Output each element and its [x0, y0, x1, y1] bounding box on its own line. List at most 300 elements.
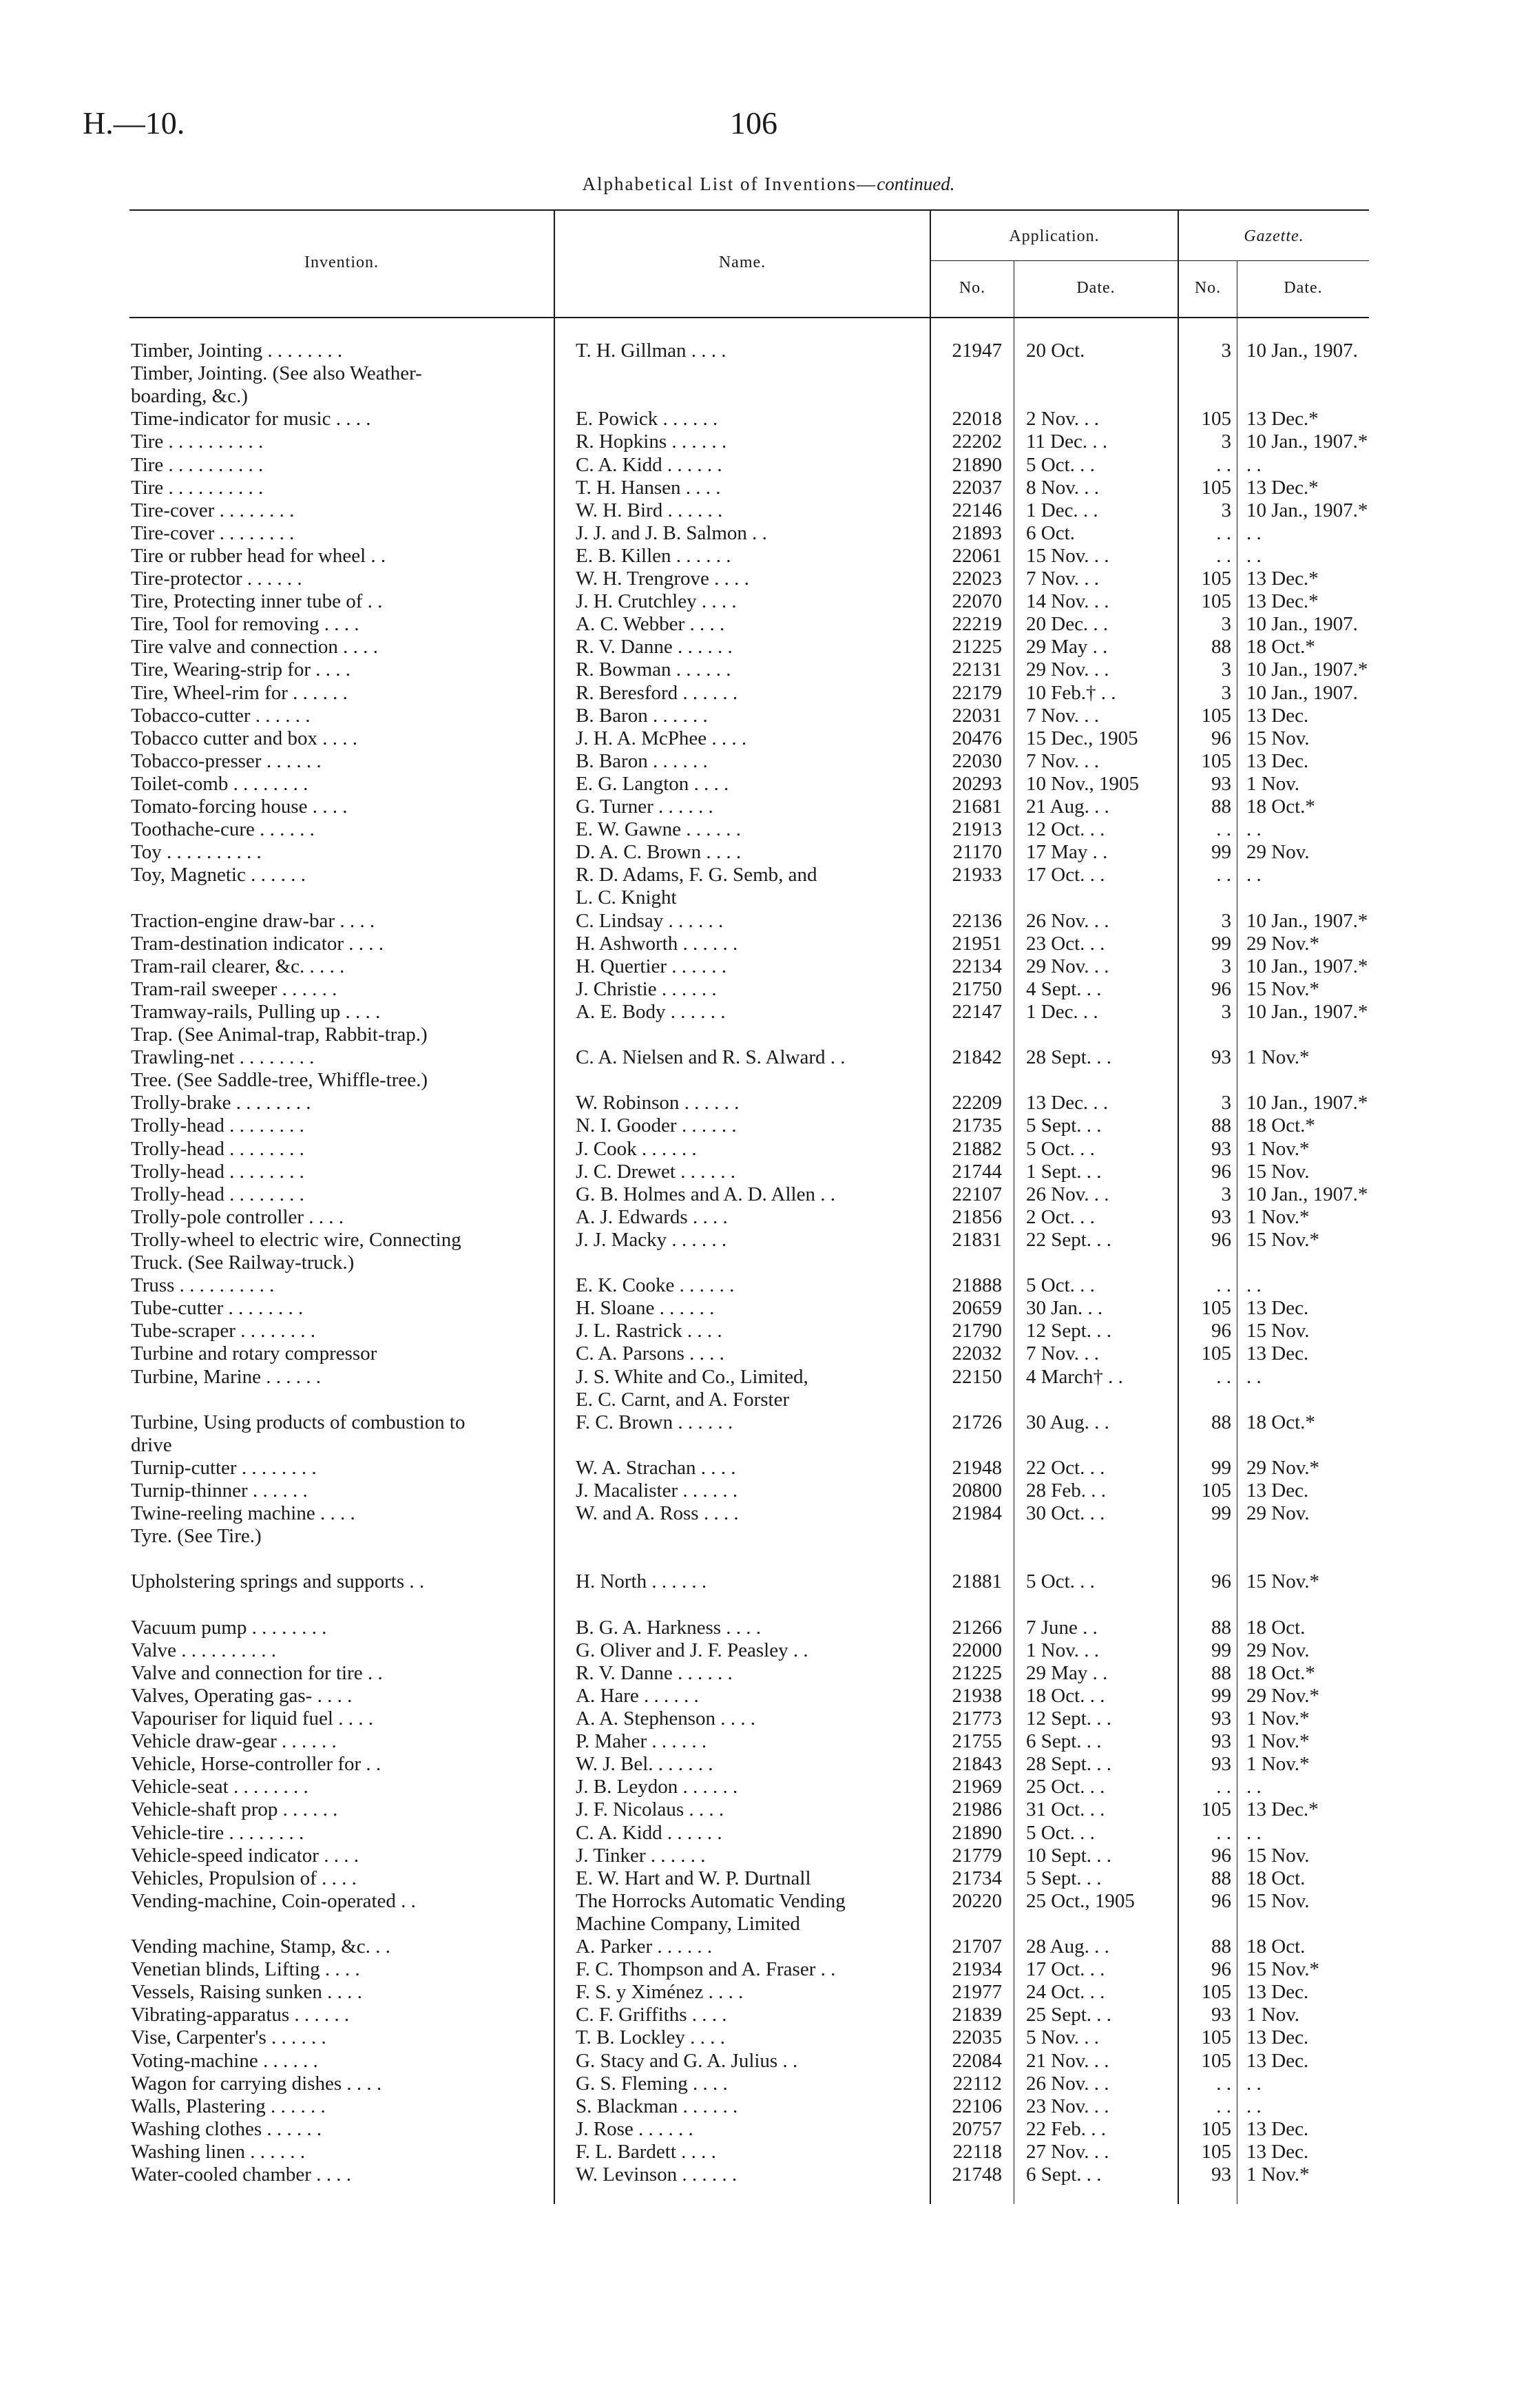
- gazette-no-cell: 88: [1211, 1867, 1231, 1889]
- gazette-no-cell: 96: [1211, 1320, 1231, 1342]
- table-row: [0, 613, 1537, 636]
- app-no-cell: 21986: [952, 1798, 1002, 1821]
- app-no-cell: 21977: [952, 1981, 1002, 2004]
- gazette-no-cell: . .: [1216, 2095, 1231, 2117]
- gazette-no-cell: 96: [1211, 1570, 1231, 1593]
- name-cell: J. H. A. McPhee . . . .: [576, 727, 747, 749]
- gazette-no-cell: 3: [1221, 613, 1231, 636]
- name-cell: T. B. Lockley . . . .: [576, 2026, 725, 2049]
- gazette-no-cell: . .: [1216, 1274, 1231, 1297]
- app-date-cell: 5 Sept. . .: [1026, 1114, 1102, 1137]
- table-row: [0, 886, 1537, 909]
- table-row: [0, 1890, 1537, 1913]
- name-cell: G. Oliver and J. F. Peasley . .: [576, 1639, 808, 1661]
- app-no-cell: 22112: [952, 2072, 1002, 2095]
- app-date-cell: 4 Sept. . .: [1026, 977, 1102, 1000]
- gazette-date-cell: 1 Nov.*: [1246, 1708, 1310, 1730]
- table-row: [0, 362, 1537, 385]
- table-row: [0, 1024, 1537, 1046]
- gazette-no-cell: . .: [1216, 453, 1231, 476]
- gazette-date-cell: 15 Nov.*: [1246, 977, 1320, 1000]
- table-row: [0, 1274, 1537, 1297]
- table-row: [0, 408, 1537, 430]
- app-no-cell: 20757: [952, 2117, 1002, 2140]
- name-cell: E. G. Langton . . . .: [576, 772, 729, 795]
- name-cell: T. H. Hansen . . . .: [576, 476, 721, 499]
- gazette-date-cell: . .: [1246, 1274, 1262, 1297]
- app-no-cell: 20293: [952, 772, 1002, 795]
- app-date-cell: 1 Nov. . .: [1026, 1639, 1100, 1661]
- gazette-date-cell: 1 Nov.*: [1246, 1205, 1310, 1228]
- invention-cell: Vacuum pump . . . . . . . .: [131, 1616, 327, 1639]
- app-no-cell: 21170: [952, 841, 1002, 864]
- invention-cell: Tire, Tool for removing . . . .: [131, 613, 359, 636]
- gazette-underline: [1179, 260, 1369, 261]
- app-date-cell: 28 Aug. . .: [1026, 1935, 1109, 1958]
- app-date-cell: 15 Nov. . .: [1026, 544, 1109, 567]
- invention-cell: Tire-cover . . . . . . . .: [131, 521, 295, 544]
- name-cell: W. J. Bel. . . . . . .: [576, 1753, 713, 1776]
- name-cell: A. C. Webber . . . .: [576, 613, 725, 636]
- header-app-no: No.: [959, 279, 986, 297]
- invention-cell: Turnip-cutter . . . . . . . .: [131, 1456, 317, 1479]
- gazette-no-cell: 3: [1221, 658, 1231, 681]
- list-title-main: Alphabetical List of Inventions—: [582, 174, 877, 194]
- app-no-cell: 21888: [952, 1274, 1002, 1297]
- app-date-cell: 15 Dec., 1905: [1026, 727, 1138, 749]
- gazette-date-cell: 1 Nov.: [1246, 772, 1300, 795]
- app-date-cell: 13 Dec. . .: [1026, 1092, 1109, 1114]
- app-date-cell: 7 Nov. . .: [1026, 1342, 1100, 1365]
- name-cell: H. North . . . . . .: [576, 1570, 707, 1593]
- gazette-no-cell: 99: [1211, 932, 1231, 955]
- app-no-cell: 22023: [952, 568, 1002, 590]
- invention-cell: Tire-protector . . . . . .: [131, 568, 302, 590]
- table-row: [0, 1913, 1537, 1935]
- table-row: [0, 1822, 1537, 1845]
- table-row: [0, 2141, 1537, 2163]
- gazette-no-cell: 3: [1221, 1183, 1231, 1205]
- app-no-cell: 21726: [952, 1411, 1002, 1433]
- table-row: [0, 1981, 1537, 2004]
- table-row: [0, 1639, 1537, 1662]
- gazette-no-cell: 105: [1201, 476, 1231, 499]
- gazette-date-cell: . .: [1246, 2095, 1262, 2117]
- table-row: [0, 1411, 1537, 1434]
- app-date-cell: 30 Aug. . .: [1026, 1411, 1109, 1433]
- gazette-date-cell: 13 Dec.*: [1246, 1798, 1319, 1821]
- gazette-date-cell: 1 Nov.*: [1246, 2163, 1310, 2186]
- invention-cell: drive: [131, 1433, 172, 1456]
- gazette-date-cell: 10 Jan., 1907.*: [1246, 499, 1368, 521]
- gazette-no-cell: 96: [1211, 727, 1231, 749]
- gazette-date-cell: 10 Jan., 1907.*: [1246, 955, 1368, 977]
- app-no-cell: 21225: [952, 636, 1002, 658]
- table-row: [0, 818, 1537, 841]
- app-no-cell: 21842: [952, 1046, 1002, 1069]
- app-date-cell: 29 Nov. . .: [1026, 658, 1109, 681]
- gazette-date-cell: 13 Dec.: [1246, 749, 1309, 772]
- invention-cell: Water-cooled chamber . . . .: [131, 2163, 351, 2186]
- invention-cell: Wagon for carrying dishes . . . .: [131, 2072, 382, 2095]
- app-no-cell: 22030: [952, 749, 1002, 772]
- gazette-date-cell: 10 Jan., 1907.*: [1246, 1092, 1368, 1114]
- table-row: [0, 933, 1537, 955]
- table-row: [0, 1502, 1537, 1525]
- name-cell: R. Bowman . . . . . .: [576, 658, 731, 681]
- gazette-date-cell: 13 Dec.: [1246, 1297, 1309, 1320]
- app-date-cell: 8 Nov. . .: [1026, 476, 1100, 499]
- header-app-date: Date.: [1076, 279, 1116, 297]
- gazette-date-cell: 18 Oct.: [1246, 1616, 1306, 1639]
- table-top-rule: [129, 209, 1369, 211]
- name-cell: P. Maher . . . . . .: [576, 1730, 707, 1753]
- app-date-cell: 4 March† . .: [1026, 1365, 1123, 1388]
- invention-cell: Tire . . . . . . . . . .: [131, 476, 264, 499]
- invention-cell: Timber, Jointing. (See also Weather-: [131, 362, 422, 385]
- app-no-cell: 21748: [952, 2163, 1002, 2186]
- app-date-cell: 28 Sept. . .: [1026, 1046, 1112, 1069]
- invention-cell: Truck. (See Railway-truck.): [131, 1252, 355, 1274]
- gazette-date-cell: 29 Nov.*: [1246, 1684, 1320, 1707]
- app-date-cell: 25 Sept. . .: [1026, 2004, 1112, 2026]
- app-date-cell: 27 Nov. . .: [1026, 2140, 1109, 2163]
- table-row: [0, 1548, 1537, 1570]
- name-cell: H. Sloane . . . . . .: [576, 1297, 715, 1320]
- invention-cell: Vibrating-apparatus . . . . . .: [131, 2004, 350, 2026]
- gazette-no-cell: . .: [1216, 521, 1231, 544]
- app-no-cell: 20659: [952, 1297, 1002, 1320]
- app-no-cell: 20220: [952, 1889, 1002, 1912]
- table-row: [0, 1229, 1537, 1252]
- table-row: [0, 2163, 1537, 2186]
- gazette-date-cell: 15 Nov.: [1246, 1889, 1310, 1912]
- gazette-no-cell: 3: [1221, 430, 1231, 453]
- invention-cell: Tree. (See Saddle-tree, Whiffle-tree.): [131, 1069, 428, 1092]
- app-date-cell: 5 Sept. . .: [1026, 1867, 1102, 1889]
- gazette-no-cell: 88: [1211, 636, 1231, 658]
- gazette-no-cell: 93: [1211, 1708, 1231, 1730]
- table-row: [0, 1845, 1537, 1867]
- gazette-no-cell: 96: [1211, 1160, 1231, 1183]
- gazette-date-cell: 15 Nov.: [1246, 1844, 1310, 1867]
- invention-cell: Time-indicator for music . . . .: [131, 408, 371, 430]
- app-no-cell: 21969: [952, 1776, 1002, 1798]
- header-gaz-no: No.: [1194, 279, 1222, 297]
- gazette-date-cell: 1 Nov.*: [1246, 1137, 1310, 1160]
- table-row: [0, 545, 1537, 568]
- name-cell: D. A. C. Brown . . . .: [576, 841, 742, 864]
- invention-cell: Tire-cover . . . . . . . .: [131, 499, 295, 521]
- table-row: [0, 2026, 1537, 2049]
- invention-cell: Twine-reeling machine . . . .: [131, 1502, 355, 1525]
- name-cell: Machine Company, Limited: [576, 1912, 800, 1935]
- name-cell: H. Quertier . . . . . .: [576, 955, 727, 977]
- app-date-cell: 6 Sept. . .: [1026, 2163, 1102, 2186]
- app-date-cell: 29 May . .: [1026, 636, 1108, 658]
- name-cell: W. A. Strachan . . . .: [576, 1456, 736, 1479]
- gazette-date-cell: 13 Dec.*: [1246, 590, 1319, 613]
- gazette-no-cell: 88: [1211, 1616, 1231, 1639]
- gazette-date-cell: 1 Nov.*: [1246, 1753, 1310, 1776]
- gazette-no-cell: 3: [1221, 1092, 1231, 1114]
- gazette-no-cell: 96: [1211, 1844, 1231, 1867]
- table-row: [0, 1867, 1537, 1890]
- app-no-cell: 21750: [952, 977, 1002, 1000]
- table-row: [0, 1366, 1537, 1389]
- name-cell: C. A. Kidd . . . . . .: [576, 1821, 722, 1844]
- gazette-date-cell: . .: [1246, 818, 1262, 841]
- gazette-no-cell: 105: [1201, 2026, 1231, 2049]
- app-no-cell: 22202: [952, 430, 1002, 453]
- name-cell: E. W. Hart and W. P. Durtnall: [576, 1867, 811, 1889]
- name-cell: C. A. Kidd . . . . . .: [576, 453, 722, 476]
- invention-cell: Vending machine, Stamp, &c. . .: [131, 1935, 390, 1958]
- gazette-no-cell: . .: [1216, 818, 1231, 841]
- table-row: [0, 1685, 1537, 1708]
- invention-cell: Truss . . . . . . . . . .: [131, 1274, 275, 1297]
- app-date-cell: 21 Aug. . .: [1026, 796, 1109, 818]
- app-date-cell: 30 Oct. . .: [1026, 1502, 1105, 1525]
- invention-cell: Turbine, Using products of combustion to: [131, 1411, 466, 1433]
- running-head-code: H.—10.: [83, 105, 185, 141]
- gazette-no-cell: 105: [1201, 1342, 1231, 1365]
- invention-cell: Tyre. (See Tire.): [131, 1525, 262, 1548]
- gazette-no-cell: 105: [1201, 749, 1231, 772]
- gazette-no-cell: 3: [1221, 955, 1231, 977]
- invention-cell: Trolly-brake . . . . . . . .: [131, 1092, 311, 1114]
- gazette-no-cell: 99: [1211, 1502, 1231, 1525]
- app-no-cell: 22131: [952, 658, 1002, 681]
- name-cell: L. C. Knight: [576, 886, 677, 909]
- invention-cell: Valve and connection for tire . .: [131, 1661, 383, 1684]
- app-no-cell: 21755: [952, 1730, 1002, 1753]
- gazette-no-cell: 3: [1221, 1000, 1231, 1023]
- app-date-cell: 10 Nov., 1905: [1026, 772, 1140, 795]
- table-row: [0, 773, 1537, 796]
- gazette-no-cell: 3: [1221, 909, 1231, 932]
- app-date-cell: 29 May . .: [1026, 1661, 1108, 1684]
- name-cell: A. E. Body . . . . . .: [576, 1000, 726, 1023]
- invention-cell: Toy, Magnetic . . . . . .: [131, 864, 306, 886]
- name-cell: J. Christie . . . . . .: [576, 977, 717, 1000]
- gazette-date-cell: 18 Oct.*: [1246, 1411, 1315, 1433]
- name-cell: J. Macalister . . . . . .: [576, 1480, 738, 1502]
- app-date-cell: 22 Oct. . .: [1026, 1456, 1105, 1479]
- invention-cell: Vehicle-speed indicator . . . .: [131, 1844, 359, 1867]
- gazette-no-cell: 99: [1211, 1639, 1231, 1661]
- table-row: [0, 1342, 1537, 1365]
- app-no-cell: 21831: [952, 1228, 1002, 1251]
- table-row: [0, 1252, 1537, 1274]
- gazette-no-cell: 105: [1201, 1480, 1231, 1502]
- gazette-no-cell: 93: [1211, 1046, 1231, 1069]
- gazette-no-cell: 105: [1201, 408, 1231, 430]
- table-row: [0, 705, 1537, 727]
- app-date-cell: 31 Oct. . .: [1026, 1798, 1105, 1821]
- invention-cell: Vehicle-seat . . . . . . . .: [131, 1776, 309, 1798]
- name-cell: J. F. Nicolaus . . . .: [576, 1798, 724, 1821]
- gazette-no-cell: 99: [1211, 1456, 1231, 1479]
- invention-cell: Turbine, Marine . . . . . .: [131, 1365, 322, 1388]
- table-row: [0, 864, 1537, 886]
- app-date-cell: 7 Nov. . .: [1026, 568, 1100, 590]
- gazette-no-cell: 88: [1211, 796, 1231, 818]
- app-date-cell: 5 Oct. . .: [1026, 1137, 1095, 1160]
- invention-cell: Trap. (See Animal-trap, Rabbit-trap.): [131, 1024, 428, 1046]
- invention-cell: Tire, Protecting inner tube of . .: [131, 590, 383, 613]
- gazette-date-cell: 15 Nov.: [1246, 1160, 1310, 1183]
- app-no-cell: 21882: [952, 1137, 1002, 1160]
- gazette-date-cell: 29 Nov.*: [1246, 1456, 1320, 1479]
- gazette-no-cell: 105: [1201, 2049, 1231, 2072]
- gazette-date-cell: . .: [1246, 1821, 1262, 1844]
- table-row: [0, 1434, 1537, 1457]
- name-cell: G. S. Fleming . . . .: [576, 2072, 728, 2095]
- table-row: [0, 1594, 1537, 1617]
- list-title: [0, 174, 1537, 195]
- app-date-cell: 25 Oct., 1905: [1026, 1889, 1135, 1912]
- name-cell: J. Rose . . . . . .: [576, 2117, 693, 2140]
- gazette-date-cell: . .: [1246, 521, 1262, 544]
- gazette-no-cell: 93: [1211, 2004, 1231, 2026]
- invention-cell: Tobacco cutter and box . . . .: [131, 727, 357, 749]
- app-date-cell: 20 Dec. . .: [1026, 613, 1109, 636]
- app-date-cell: 7 Nov. . .: [1026, 749, 1100, 772]
- name-cell: N. I. Gooder . . . . . .: [576, 1114, 737, 1137]
- app-no-cell: 21881: [952, 1570, 1002, 1593]
- application-underline: [931, 260, 1179, 261]
- name-cell: J. S. White and Co., Limited,: [576, 1365, 808, 1388]
- invention-cell: Tomato-forcing house . . . .: [131, 796, 348, 818]
- name-cell: B. Baron . . . . . .: [576, 749, 708, 772]
- gazette-no-cell: 105: [1201, 1297, 1231, 1320]
- gazette-no-cell: . .: [1216, 2072, 1231, 2095]
- app-no-cell: 20800: [952, 1480, 1002, 1502]
- name-cell: C. F. Griffiths . . . .: [576, 2004, 727, 2026]
- name-cell: J. J. Macky . . . . . .: [576, 1228, 727, 1251]
- invention-cell: Tire, Wheel-rim for . . . . . .: [131, 681, 348, 704]
- app-no-cell: 22150: [952, 1365, 1002, 1388]
- gazette-no-cell: 93: [1211, 1137, 1231, 1160]
- gazette-date-cell: 15 Nov.: [1246, 727, 1310, 749]
- app-date-cell: 26 Nov. . .: [1026, 1183, 1109, 1205]
- gazette-date-cell: 13 Dec.*: [1246, 476, 1319, 499]
- app-no-cell: 21890: [952, 453, 1002, 476]
- app-date-cell: 14 Nov. . .: [1026, 590, 1109, 613]
- app-no-cell: 21913: [952, 818, 1002, 841]
- app-no-cell: 21951: [952, 932, 1002, 955]
- table-row: [0, 1570, 1537, 1593]
- name-cell: R. Hopkins . . . . . .: [576, 430, 727, 453]
- table-row: [0, 658, 1537, 681]
- app-no-cell: 22219: [952, 613, 1002, 636]
- invention-cell: Tube-scraper . . . . . . . .: [131, 1320, 315, 1342]
- invention-cell: Trolly-head . . . . . . . .: [131, 1114, 304, 1137]
- app-date-cell: 5 Nov. . .: [1026, 2026, 1100, 2049]
- invention-cell: Trolly-pole controller . . . .: [131, 1205, 344, 1228]
- page-number: 106: [730, 105, 777, 141]
- gazette-no-cell: 105: [1201, 590, 1231, 613]
- app-no-cell: 22070: [952, 590, 1002, 613]
- name-cell: C. A. Parsons . . . .: [576, 1342, 724, 1365]
- gazette-date-cell: 13 Dec.*: [1246, 568, 1319, 590]
- invention-cell: Washing linen . . . . . .: [131, 2140, 305, 2163]
- gazette-date-cell: 15 Nov.: [1246, 1320, 1310, 1342]
- name-cell: G. B. Holmes and A. D. Allen . .: [576, 1183, 835, 1205]
- name-cell: J. Tinker . . . . . .: [576, 1844, 706, 1867]
- table-header-bottom-rule: [129, 317, 1369, 318]
- gazette-date-cell: 15 Nov.*: [1246, 1958, 1320, 1981]
- app-no-cell: 21933: [952, 864, 1002, 886]
- gazette-no-cell: . .: [1216, 1365, 1231, 1388]
- gazette-date-cell: 10 Jan., 1907.: [1246, 340, 1358, 362]
- invention-cell: Turnip-thinner . . . . . .: [131, 1480, 308, 1502]
- table-row: [0, 1753, 1537, 1776]
- gazette-date-cell: 18 Oct.*: [1246, 636, 1315, 658]
- gazette-date-cell: 18 Oct.: [1246, 1935, 1306, 1958]
- gazette-no-cell: 105: [1201, 568, 1231, 590]
- invention-cell: Upholstering springs and supports . .: [131, 1570, 425, 1593]
- name-cell: F. C. Thompson and A. Fraser . .: [576, 1958, 836, 1981]
- table-row: [0, 1389, 1537, 1411]
- gazette-date-cell: 13 Dec.: [1246, 2140, 1309, 2163]
- name-cell: S. Blackman . . . . . .: [576, 2095, 738, 2117]
- name-cell: J. Cook . . . . . .: [576, 1137, 697, 1160]
- invention-cell: Vehicle-tire . . . . . . . .: [131, 1821, 304, 1844]
- invention-cell: Vise, Carpenter's . . . . . .: [131, 2026, 326, 2049]
- name-cell: R. Beresford . . . . . .: [576, 681, 738, 704]
- gazette-no-cell: 96: [1211, 1889, 1231, 1912]
- table-row: [0, 1662, 1537, 1685]
- gazette-date-cell: 13 Dec.: [1246, 704, 1309, 727]
- app-date-cell: 17 Oct. . .: [1026, 864, 1105, 886]
- table-row: [0, 1958, 1537, 1981]
- app-no-cell: 22018: [952, 408, 1002, 430]
- gazette-no-cell: 96: [1211, 977, 1231, 1000]
- gazette-no-cell: . .: [1216, 544, 1231, 567]
- gazette-date-cell: 29 Nov.: [1246, 841, 1310, 864]
- gazette-no-cell: 88: [1211, 1411, 1231, 1433]
- app-no-cell: 21839: [952, 2004, 1002, 2026]
- app-no-cell: 22000: [952, 1639, 1002, 1661]
- app-no-cell: 21947: [952, 340, 1002, 362]
- app-no-cell: 22136: [952, 909, 1002, 932]
- table-row: [0, 590, 1537, 613]
- gazette-date-cell: 13 Dec.: [1246, 2117, 1309, 2140]
- gazette-no-cell: 93: [1211, 1753, 1231, 1776]
- name-cell: W. Levinson . . . . . .: [576, 2163, 738, 2186]
- app-date-cell: 2 Oct. . .: [1026, 1205, 1095, 1228]
- table-row: [0, 1320, 1537, 1342]
- app-no-cell: 22146: [952, 499, 1002, 521]
- invention-cell: Valves, Operating gas- . . . .: [131, 1684, 353, 1707]
- table-row: [0, 1935, 1537, 1958]
- app-no-cell: 22031: [952, 704, 1002, 727]
- invention-cell: Trolly-head . . . . . . . .: [131, 1183, 304, 1205]
- table-row: [0, 1183, 1537, 1206]
- name-cell: G. Stacy and G. A. Julius . .: [576, 2049, 798, 2072]
- header-gaz-date: Date.: [1284, 279, 1323, 297]
- invention-cell: Toothache-cure . . . . . .: [131, 818, 315, 841]
- app-date-cell: 22 Feb. . .: [1026, 2117, 1106, 2140]
- app-date-cell: 25 Oct. . .: [1026, 1776, 1105, 1798]
- invention-cell: Tire or rubber head for wheel . .: [131, 544, 386, 567]
- app-no-cell: 22134: [952, 955, 1002, 977]
- gazette-no-cell: 105: [1201, 2140, 1231, 2163]
- table-row: [0, 340, 1537, 362]
- gazette-no-cell: 93: [1211, 772, 1231, 795]
